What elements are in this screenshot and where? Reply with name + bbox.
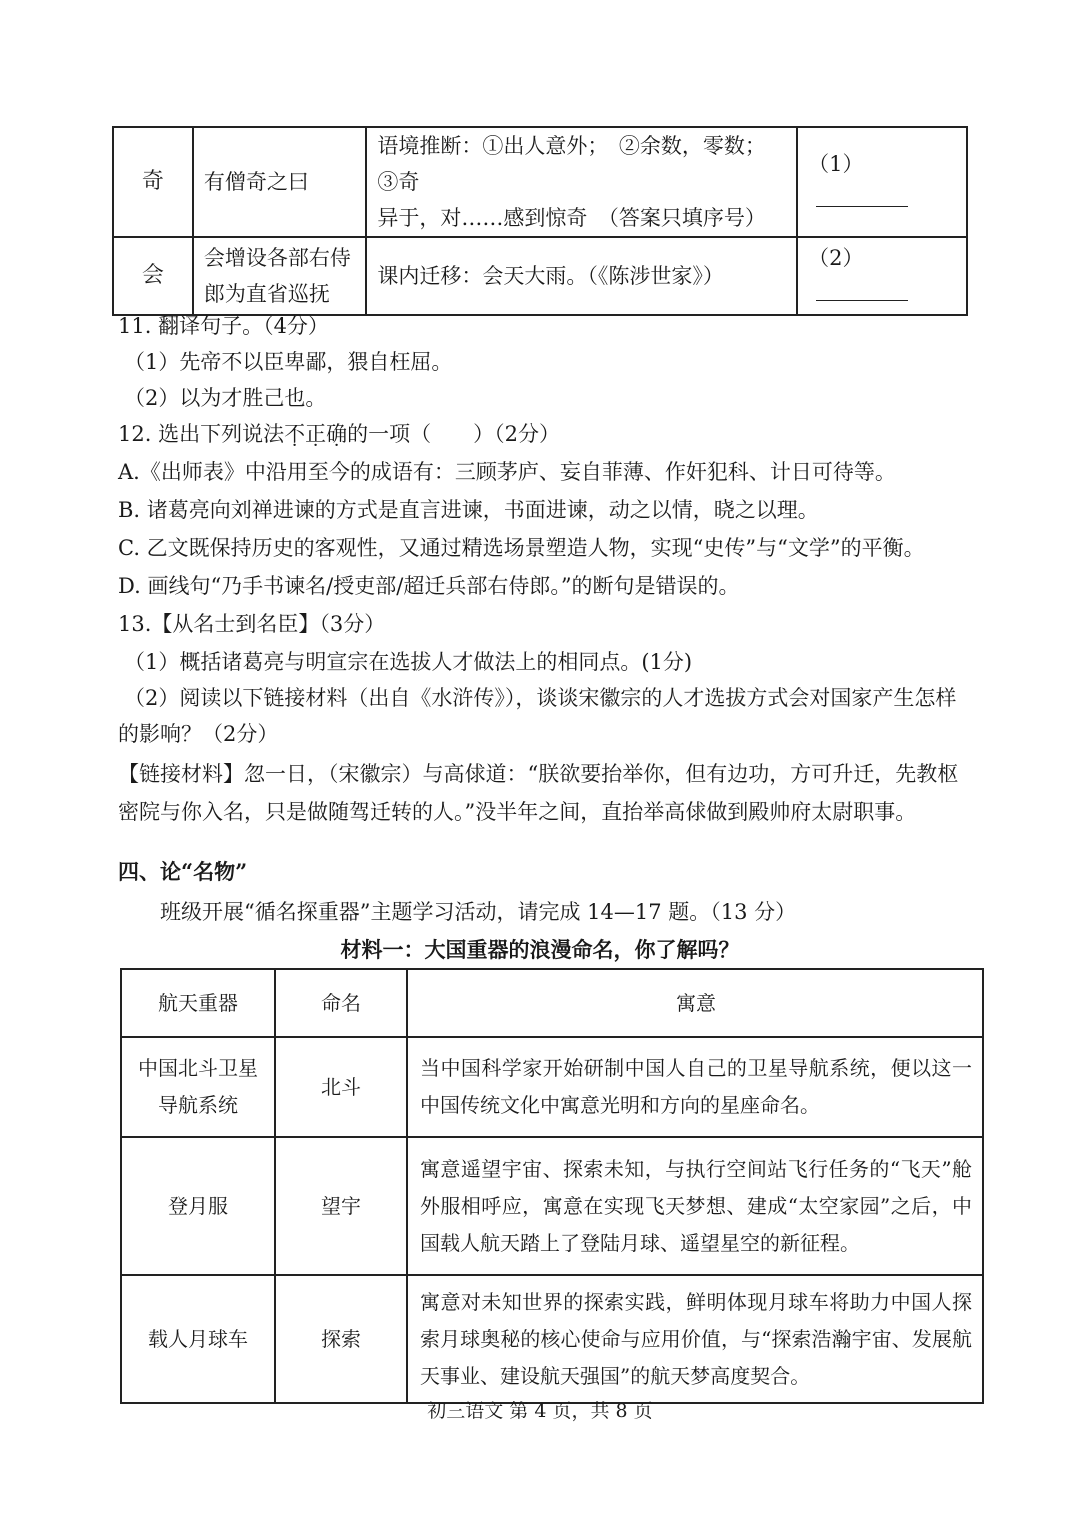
vocab-char: 会 <box>113 237 193 315</box>
vocab-char: 奇 <box>113 127 193 237</box>
vocab-sentence-line: 郎为直省巡抚 <box>203 282 330 306</box>
q12-title <box>118 420 560 448</box>
header-cell: 寓意 <box>407 969 983 1037</box>
vocab-hint-line: 异于，对……感到惊奇 （答案只填序号） <box>377 206 766 230</box>
material-table <box>120 968 984 1404</box>
q11-item-1: （1）先帝不以臣卑鄙，猥自枉屈。 <box>124 350 453 374</box>
section-intro: 班级开展“循名探重器”主题学习活动，请完成 14—17 题。（13 分） <box>160 900 797 924</box>
emphasis-char: 不 <box>284 422 306 446</box>
item-cell: 登月服 <box>121 1137 275 1275</box>
q12-option-b: B. 诸葛亮向刘禅进谏的方式是直言进谏，书面进谏，动之以情，晓之以理。 <box>118 498 819 522</box>
meaning-cell: 寓意对未知世界的探索实践，鲜明体现月球车将助力中国人探索月球奥秘的核心使命与应用价值，与“探索浩瀚宇宙、发展航天事业、建设航天强国”的航天梦高度契合。 <box>407 1275 983 1403</box>
q11-item-2: （2）以为才胜己也。 <box>124 386 327 410</box>
material-title: 材料一：大国重器的浪漫命名，你了解吗？ <box>340 937 740 962</box>
q12-title-pre: 12. 选出下列说法 <box>118 422 285 446</box>
vocab-sentence <box>193 237 367 315</box>
material-header-row <box>121 969 983 1037</box>
emphasis-char: 确 <box>326 422 348 446</box>
vocab-hint <box>366 237 797 315</box>
answer-label: （1） <box>808 152 864 176</box>
answer-blank[interactable] <box>816 184 908 207</box>
vocab-sentence-line: 会增设各部右侍 <box>203 246 351 270</box>
vocab-table <box>112 126 968 316</box>
header-cell: 航天重器 <box>121 969 275 1037</box>
item-line: 中国北斗卫星 <box>138 1056 258 1080</box>
item-line: 导航系统 <box>158 1093 238 1117</box>
vocab-row <box>113 237 967 315</box>
name-cell: 望宇 <box>275 1137 407 1275</box>
q12-title-post: 的一项（ ）（2分） <box>347 422 560 446</box>
item-cell: 载人月球车 <box>121 1275 275 1403</box>
vocab-hint-line: 课内迁移：会天大雨。（《陈涉世家》） <box>377 264 724 288</box>
material-row <box>121 1137 983 1275</box>
vocab-sentence-text: 有僧奇之曰 <box>203 170 309 194</box>
q13-title: 13.【从名士到名臣】（3分） <box>118 612 386 636</box>
vocab-sentence <box>193 127 367 237</box>
q13-item-2: （2）阅读以下链接材料（出自《水浒传》），谈谈宋徽宗的人才选拔方式会对国家产生怎样 <box>124 686 957 710</box>
q13-item-1: （1）概括诸葛亮与明宣宗在选拔人才做法上的相同点。(1分) <box>124 650 693 674</box>
item-cell <box>121 1037 275 1137</box>
name-cell: 探索 <box>275 1275 407 1403</box>
section-heading: 四、论“名物” <box>118 859 248 884</box>
vocab-answer[interactable] <box>797 237 967 315</box>
meaning-cell: 寓意遥望宇宙、探索未知，与执行空间站飞行任务的“飞天”舱外服相呼应，寓意在实现飞天梦想、建成“太空家园”之后，中国载人航天踏上了登陆月球、遥望星空的新征程。 <box>407 1137 983 1275</box>
vocab-hint <box>366 127 797 237</box>
emphasis-char: 正 <box>305 422 327 446</box>
material-row <box>121 1037 983 1137</box>
q12-option-c: C. 乙文既保持历史的客观性，又通过精选场景塑造人物，实现“史传”与“文学”的平衡。 <box>118 536 925 560</box>
q11-title: 11. 翻译句子。（4分） <box>118 314 329 338</box>
link-material-cont: 密院与你入名，只是做随驾迁转的人。”没半年之间，直抬举高俅做到殿帅府太尉职事。 <box>118 800 917 824</box>
q12-option-a: A.《出师表》中沿用至今的成语有：三顾茅庐、妄自菲薄、作奸犯科、计日可待等。 <box>118 460 896 484</box>
page-footer: 初三语文 第 4 页，共 8 页 <box>427 1400 653 1422</box>
link-material: 【链接材料】忽一日，（宋徽宗）与高俅道：“朕欲要抬举你，但有边功，方可升迁，先教枢 <box>118 762 959 786</box>
answer-blank[interactable] <box>816 278 908 301</box>
header-cell: 命名 <box>275 969 407 1037</box>
name-cell: 北斗 <box>275 1037 407 1137</box>
vocab-hint-line: 语境推断：①出人意外； ②余数，零数；③奇 <box>377 134 766 194</box>
vocab-row <box>113 127 967 237</box>
material-row <box>121 1275 983 1403</box>
q12-option-d: D. 画线句“乃手书谏名/授吏部/超迁兵部右侍郎。”的断句是错误的。 <box>118 574 740 598</box>
q13-item-2-cont: 的影响？（2分） <box>118 722 279 746</box>
vocab-answer[interactable] <box>797 127 967 237</box>
answer-label: （2） <box>808 246 864 270</box>
meaning-cell: 当中国科学家开始研制中国人自己的卫星导航系统，便以这一中国传统文化中寓意光明和方向的星座命名。 <box>407 1037 983 1137</box>
